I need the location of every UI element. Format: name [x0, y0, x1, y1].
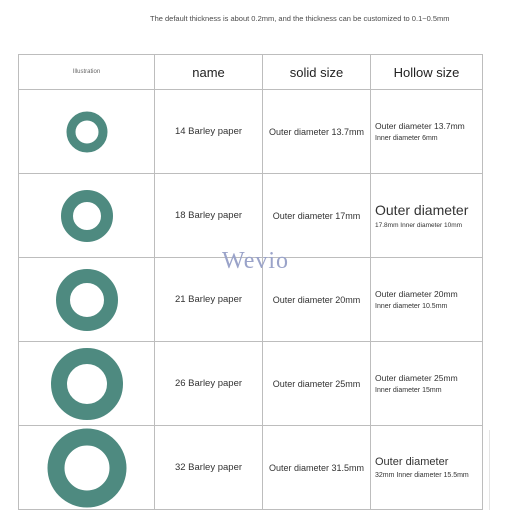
table-row [19, 90, 483, 174]
hollow-outer: Outer diameter [375, 202, 469, 218]
solid-size: Outer diameter 20mm [263, 258, 371, 342]
watermark: Wevio [222, 248, 290, 274]
solid-size: Outer diameter 13.7mm [263, 90, 371, 174]
paper-name: 14 Barley paper [155, 90, 263, 174]
table-row [19, 342, 483, 426]
ring-illustration-cell [19, 90, 155, 174]
hollow-outer: Outer diameter [375, 456, 449, 468]
ring-icon [47, 428, 127, 508]
barley-paper-size-table [18, 54, 483, 510]
ring-icon [47, 260, 127, 340]
paper-name: 32 Barley paper [155, 426, 263, 510]
thickness-note: The default thickness is about 0.2mm, and the thickness can be customized to 0.1~0.5mm [150, 14, 450, 23]
header-name: name [155, 55, 263, 90]
hollow-outer: Outer diameter 20mm [375, 289, 458, 299]
hollow-inner: Inner diameter 15mm [375, 387, 442, 394]
table-row [19, 426, 483, 510]
solid-size: Outer diameter 31.5mm [263, 426, 371, 510]
ring-icon [47, 176, 127, 256]
hollow-size [371, 426, 483, 510]
ring-illustration-cell [19, 174, 155, 258]
hollow-size [371, 342, 483, 426]
paper-name: 26 Barley paper [155, 342, 263, 426]
header-row [19, 55, 483, 90]
ring-illustration-cell [19, 258, 155, 342]
header-illustration: Illustration [19, 55, 155, 90]
hollow-size [371, 90, 483, 174]
ring-illustration-cell [19, 342, 155, 426]
ring-icon [47, 92, 127, 172]
ring-icon [47, 344, 127, 424]
solid-size: Outer diameter 25mm [263, 342, 371, 426]
ring-illustration-cell [19, 426, 155, 510]
divider [489, 430, 490, 510]
header-solid-size: solid size [263, 55, 371, 90]
paper-name: 18 Barley paper [155, 174, 263, 258]
table-row [19, 174, 483, 258]
hollow-size [371, 258, 483, 342]
hollow-outer: Outer diameter 13.7mm [375, 121, 465, 131]
hollow-inner: 32mm Inner diameter 15.5mm [375, 472, 469, 479]
hollow-size [371, 174, 483, 258]
header-hollow-size: Hollow size [371, 55, 483, 90]
solid-size: Outer diameter 17mm [263, 174, 371, 258]
paper-name: 21 Barley paper [155, 258, 263, 342]
hollow-inner: Inner diameter 6mm [375, 135, 438, 142]
hollow-inner: 17.8mm Inner diameter 10mm [375, 222, 463, 229]
hollow-inner: Inner diameter 10.5mm [375, 303, 448, 310]
hollow-outer: Outer diameter 25mm [375, 373, 458, 383]
